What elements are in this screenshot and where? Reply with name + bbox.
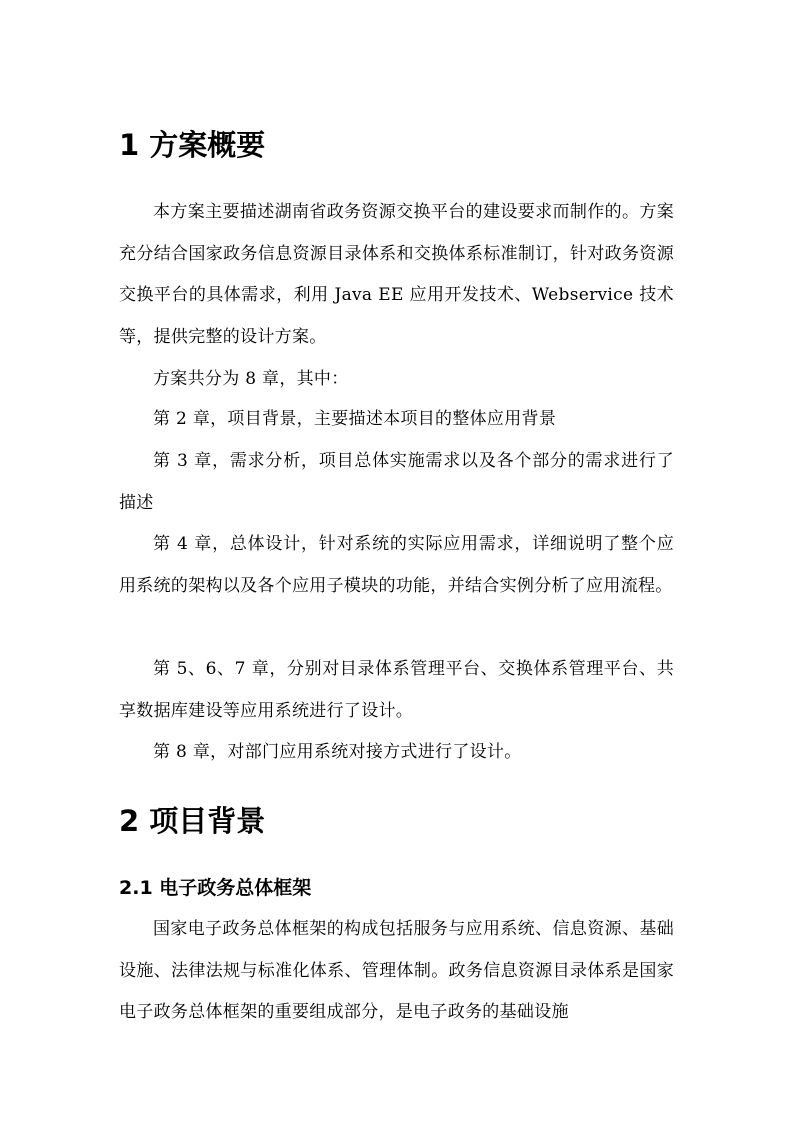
section-2-heading: 2 项目背景 — [119, 804, 266, 838]
section-1-paragraph-6: 第 5、6、7 章，分别对目录体系管理平台、交换体系管理平台、共享数据库建设等应用系统进行了设计。 — [119, 659, 674, 721]
section-1-paragraph-5: 第 4 章，总体设计，针对系统的实际应用需求，详细说明了整个应用系统的架构以及各个应用子模块的功能，并结合实例分析了应用流程。 — [119, 534, 674, 596]
section-2-1-heading: 2.1 电子政务总体框架 — [119, 877, 312, 899]
section-1-paragraph-4: 第 3 章，需求分析，项目总体实施需求以及各个部分的需求进行了描述 — [119, 451, 674, 513]
section-1-paragraph-2: 方案共分为 8 章，其中： — [153, 369, 349, 389]
section-1-heading: 1 方案概要 — [119, 128, 266, 162]
section-1-paragraph-1: 本方案主要描述湖南省政务资源交换平台的建设要求而制作的。方案充分结合国家政务信息资源目录体系和交换体系标准制订，针对政务资源交换平台的具体需求，利用 Java EE 应用开发技术、Webservice 技术等，提供完整的设计方案。 — [119, 202, 674, 348]
section-1-paragraph-3: 第 2 章，项目背景，主要描述本项目的整体应用背景 — [153, 409, 557, 429]
section-2-1-paragraph-1: 国家电子政务总体框架的构成包括服务与应用系统、信息资源、基础设施、法律法规与标准化体系、管理体制。政务信息资源目录体系是国家电子政务总体框架的重要组成部分，是电子政务的基础设施 — [119, 919, 674, 1023]
section-1-paragraph-7: 第 8 章，对部门应用系统对接方式进行了设计。 — [153, 742, 522, 762]
